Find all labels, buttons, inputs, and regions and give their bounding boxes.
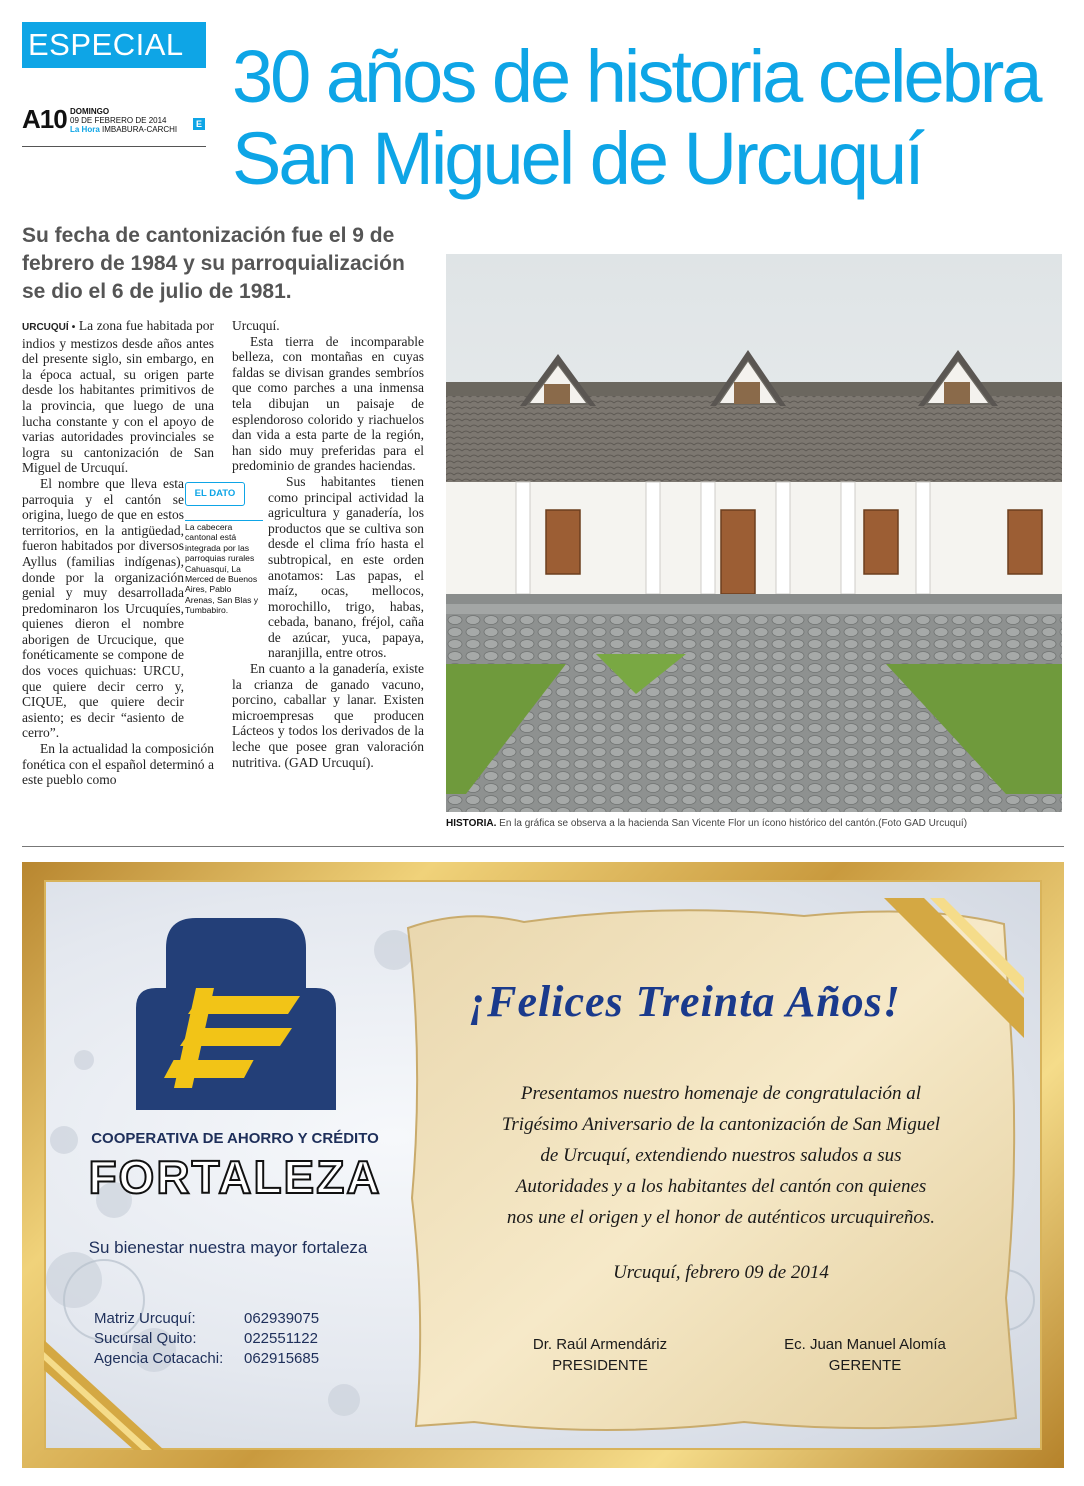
- contact-phone: 062939075: [244, 1310, 320, 1327]
- contact-label: Sucursal Quito:: [94, 1330, 197, 1347]
- contact-label: Matriz Urcuquí:: [94, 1310, 196, 1327]
- header-rule: [22, 146, 206, 147]
- dateline: URCUQUÍ •: [22, 322, 76, 333]
- caption-text: En la gráfica se observa a la hacienda San Vicente Flor un ícono histórico del cantón.(Foto GAD Urcuquí): [499, 818, 968, 829]
- homage-message: [446, 1078, 996, 1233]
- cooperative-logo: [136, 918, 336, 1110]
- paragraph: [22, 318, 214, 476]
- signature-manager: [750, 1334, 980, 1376]
- paragraph: En la actualidad la composición fonética con el español determinó a este pueblo como: [22, 741, 214, 788]
- coop-title: COOPERATIVA DE AHORRO Y CRÉDITO: [91, 1130, 379, 1147]
- hacienda-photo: [446, 254, 1062, 812]
- folio-date: 09 DE FEBRERO DE 2014: [70, 116, 167, 125]
- greeting-heading: ¡Felices Treinta Años!: [469, 977, 901, 1026]
- dato-text: La cabecera cantonal está integrada por las parroquias rurales Cahuasquí, La Merced de Buenos Aires, Pablo Arenas, San Blas y Tumbabiro.: [185, 522, 259, 616]
- message-line: Trigésimo Aniversario de la cantonización de San Miguel: [501, 1114, 941, 1135]
- paragraph: Urcuquí.: [232, 318, 280, 333]
- folio-region: IMBABURA-CARCHI: [102, 125, 178, 134]
- contact-label: Agencia Cotacachi:: [94, 1350, 224, 1367]
- photo-caption: [446, 818, 1062, 829]
- headline-line-2: San Miguel de Urcuquí: [232, 117, 922, 200]
- signer-role: GERENTE: [828, 1357, 902, 1374]
- ribbon-corner: [44, 1330, 164, 1450]
- signer-name: Dr. Raúl Armendáriz: [532, 1336, 668, 1353]
- fortaleza-logo-icon: [136, 918, 336, 1110]
- folio-day: DOMINGO: [70, 107, 110, 116]
- headline-line-1: 30 años de historia celebra: [232, 35, 1040, 118]
- ad-date: Urcuquí, febrero 09 de 2014: [613, 1262, 829, 1283]
- contact-row: [94, 1310, 319, 1327]
- coop-name: FORTALEZA: [88, 1151, 382, 1203]
- section-tag: ESPECIAL: [22, 22, 206, 68]
- paragraph: En cuanto a la ganadería, existe la crianza de ganado vacuno, porcino, caballar y lanar. Existen microempresas que producen Lácteos y todos los derivados de la leche que posee gran valoración nutritiva. (GAD Urcuquí).: [232, 661, 424, 770]
- hacienda-illustration: [446, 254, 1062, 812]
- signature-president: [500, 1334, 700, 1376]
- caption-label: HISTORIA.: [446, 818, 497, 829]
- subhead: Su fecha de cantonización fue el 9 de febrero de 1984 y su parroquialización se dio el 6 de julio de 1981.: [22, 224, 405, 303]
- paragraph: Sus habitantes tienen como principal actividad la agricultura y ganadería, los productos que se cultiva son desde el clima frío hasta el subtropical, en este orden anotamos: Las papas, el maíz, ocas, mellocos, morochillo, trigo, habas, cebada, banano, fréjol, caña de azúcar, yuca, papaya, naranjilla, entre otros.: [268, 473, 424, 661]
- folio-paper: La Hora: [70, 125, 100, 134]
- message-line: nos une el origen y el honor de auténticos urcuquireños.: [506, 1207, 936, 1228]
- paragraph-text: La zona fue habitada por indios y mestizos desde años antes del presente siglo, sin embargo, en la época actual, su origen parte desde los habitantes primitivos de la provincia, que luego de una lucha constante y con el apoyo de varias autoridades provinciales se logra su cantonización de San Miguel de Urcuquí.: [22, 318, 215, 476]
- folio: [70, 107, 177, 134]
- edition-badge: E: [193, 118, 205, 130]
- dato-label: EL DATO: [185, 482, 245, 506]
- coop-slogan: Su bienestar nuestra mayor fortaleza: [88, 1238, 368, 1257]
- contact-phone: 022551122: [244, 1330, 318, 1347]
- signer-role: PRESIDENTE: [552, 1357, 648, 1374]
- contact-phone: 062915685: [244, 1350, 320, 1367]
- dato-divider: [185, 520, 263, 521]
- headline: [232, 36, 1072, 200]
- message-line: Autoridades y a los habitantes del cantón con quienes: [515, 1176, 927, 1197]
- message-line: de Urcuquí, extendiendo nuestros saludos a sus: [540, 1145, 902, 1166]
- gold-ribbon: [44, 1330, 164, 1450]
- paragraph: El nombre que lleva esta parroquia y el cantón se origina, luego de que en estos territorios, en la antigüedad, fueron habitados por diversos Ayllus (familias indígenas), donde por la organización genial y muy desarrollada predominaron los Urcuquíes, quienes dieron el nombre aborigen de Urcucique, que fonéticamente se compone de dos voces quichuas: URCU, que quiere decir cerro y, CIQUE, que quiere decir asiento; es decir “asiento de cerro”.: [22, 475, 184, 741]
- message-line: Presentamos nuestro homenaje de congratulación al: [520, 1083, 922, 1104]
- page-number: A10: [22, 104, 67, 134]
- signer-name: Ec. Juan Manuel Alomía: [784, 1336, 946, 1353]
- section-divider: [22, 846, 1064, 847]
- paragraph: Esta tierra de incomparable belleza, con montañas en cuyas faldas se divisan grandes sembríos que como parches a una inmensa tela dibujan un paisaje de esplendoroso colorido y riachuelos dan vida a esta parte de la región, han sido muy preferidas para el predominio de grandes haciendas.: [232, 333, 424, 474]
